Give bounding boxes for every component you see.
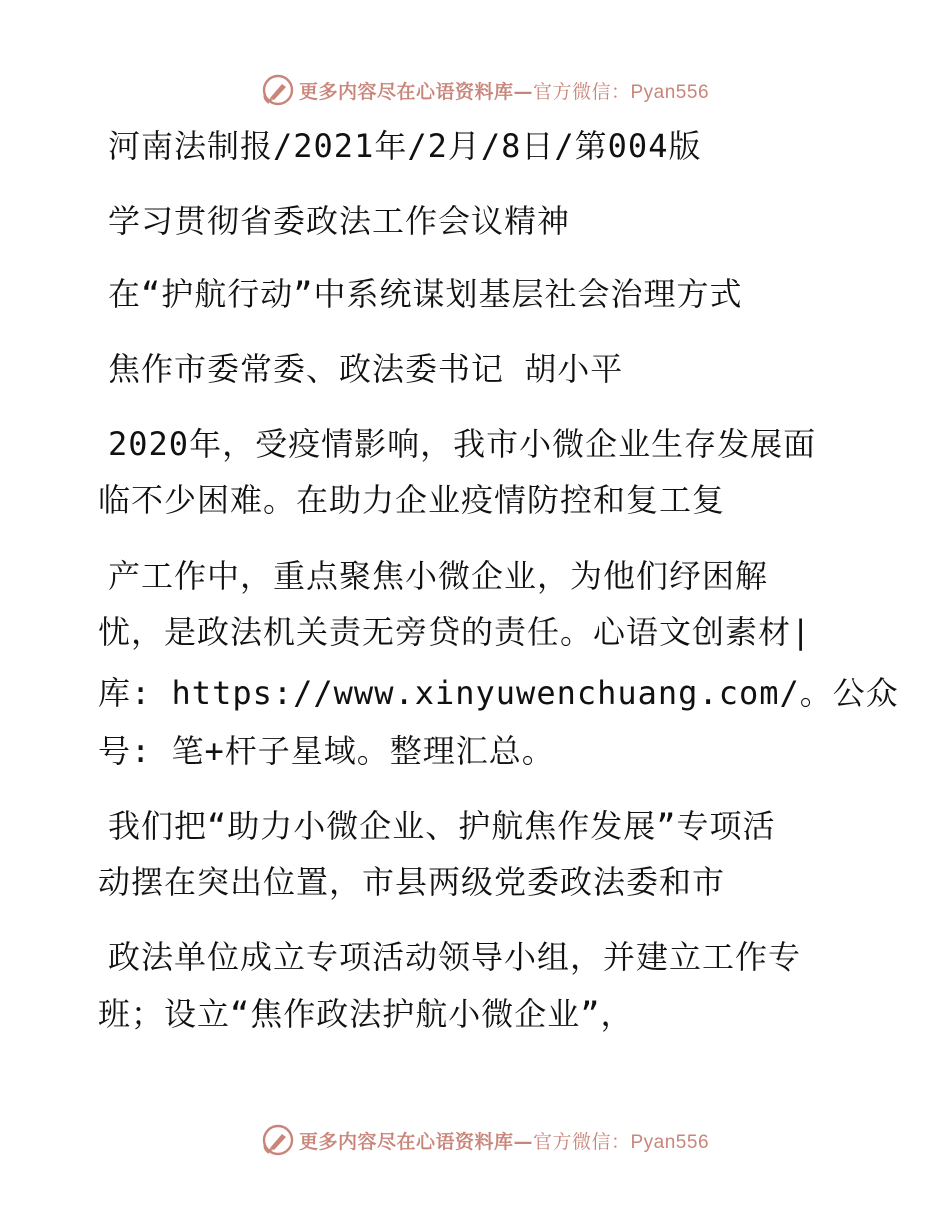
paragraph-line: 2020年，受疫情影响，我市小微企业生存发展面	[108, 425, 817, 463]
kicker-line: 学习贯彻省委政法工作会议精神	[108, 202, 571, 240]
paragraph-line: 班；设立“焦作政法护航小微企业”，	[98, 995, 634, 1033]
pen-logo-icon	[261, 73, 295, 107]
paragraph-line: 库: https://www.xinyuwenchuang.com/。公众	[98, 674, 899, 712]
paragraph-line: 临不少困难。在助力企业疫情防控和复工复	[98, 481, 726, 519]
banner-brand: 更多内容尽在心语资料库	[298, 1130, 514, 1153]
byline: 焦作市委常委、政法委书记 胡小平	[108, 350, 624, 388]
paragraph-line: 产工作中，重点聚焦小微企业，为他们纾困解	[108, 557, 769, 595]
banner-text	[299, 1127, 709, 1154]
banner-wechat-label: 官方微信：	[532, 80, 631, 103]
banner-wechat-label: 官方微信：	[532, 1130, 631, 1153]
paragraph-line: 政法单位成立专项活动领导小组，并建立工作专	[108, 938, 802, 976]
paragraph-line: 动摆在突出位置，市县两级党委政法委和市	[98, 863, 726, 901]
banner-dash: —	[513, 80, 533, 103]
source-line: 河南法制报/2021年/2月/8日/第004版	[108, 127, 702, 165]
top-banner	[0, 70, 950, 110]
banner-text	[299, 77, 709, 104]
banner-wechat-id: Pyan556	[630, 81, 710, 103]
banner-content	[261, 73, 709, 107]
pen-logo-icon	[261, 1123, 295, 1157]
banner-brand: 更多内容尽在心语资料库	[298, 80, 514, 103]
paragraph-line: 忧，是政法机关责无旁贷的责任。心语文创素材|	[98, 613, 812, 651]
paragraph-line: 号: 笔+杆子星域。整理汇总。	[98, 732, 555, 770]
banner-dash: —	[513, 1130, 533, 1153]
banner-content	[261, 1123, 709, 1157]
paragraph-line: 我们把“助力小微企业、护航焦作发展”专项活	[108, 807, 776, 845]
headline: 在“护航行动”中系统谋划基层社会治理方式	[108, 275, 743, 313]
banner-wechat-id: Pyan556	[630, 1131, 710, 1153]
bottom-banner	[0, 1120, 950, 1160]
